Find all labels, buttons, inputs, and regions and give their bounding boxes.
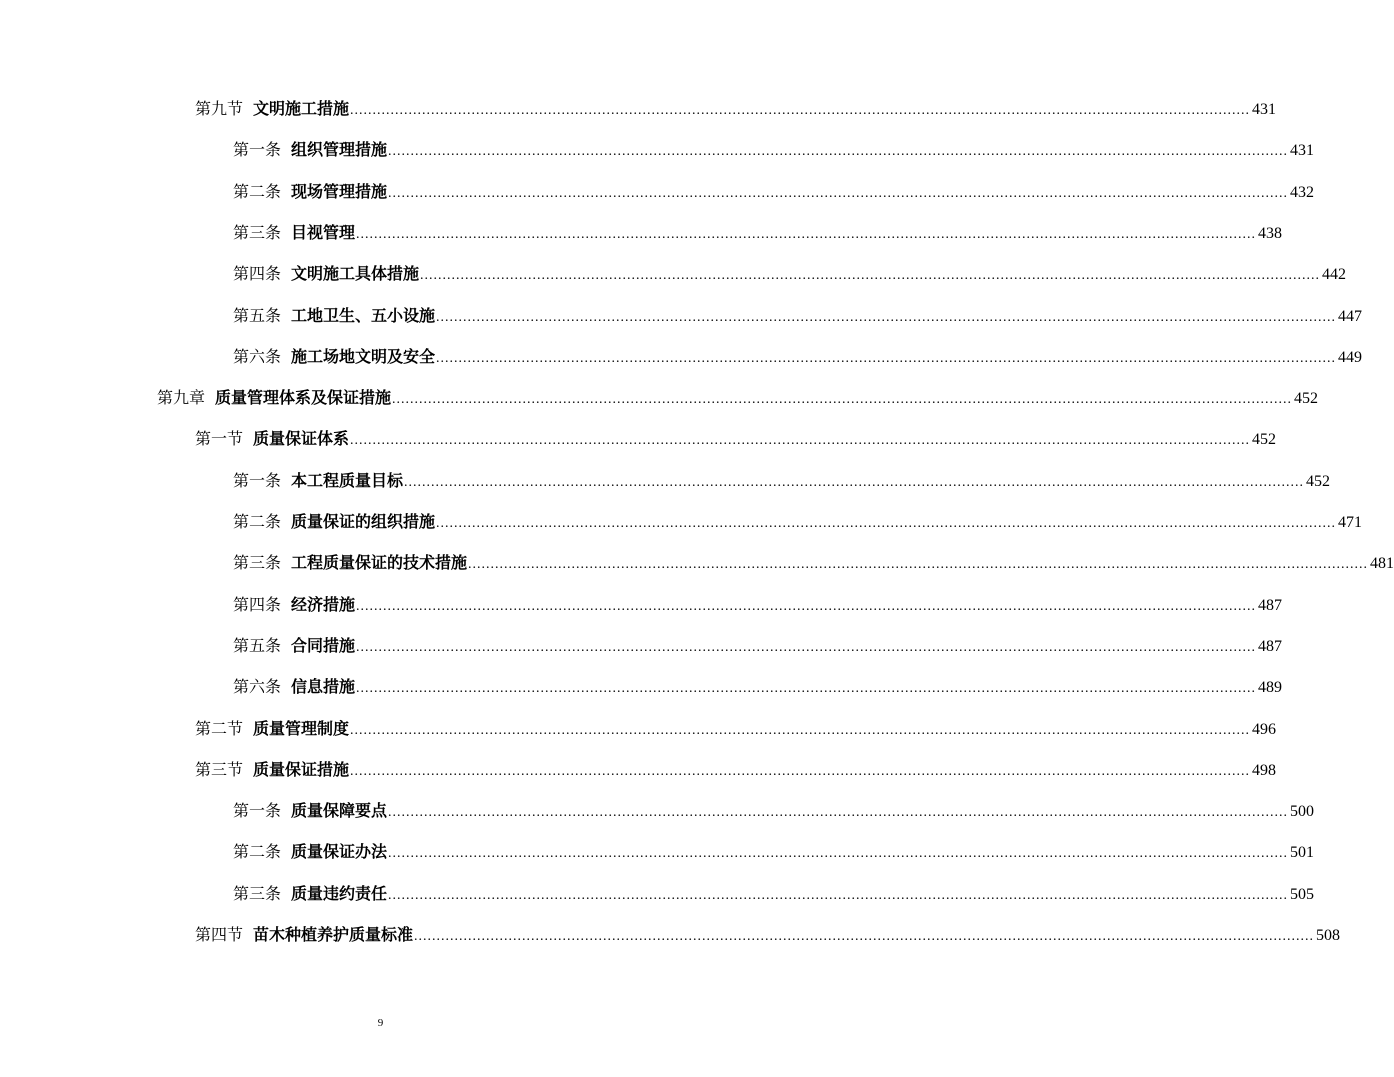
toc-entry-page-number: 489 xyxy=(1258,679,1283,697)
toc-entry-title: 质量保证体系 xyxy=(253,429,350,449)
toc-entry-page-number: 438 xyxy=(1258,224,1283,242)
toc-entry-prefix: 第六条 xyxy=(233,677,282,697)
toc-entry-title: 工程质量保证的技术措施 xyxy=(291,553,468,573)
toc-entry-title: 苗木种植养护质量标准 xyxy=(253,925,414,944)
toc-entry-title: 质量保证措施 xyxy=(253,759,350,779)
toc-entry-prefix: 第四条 xyxy=(233,264,282,284)
toc-entry-page-number: 487 xyxy=(1258,596,1283,614)
toc-entry-title: 质量保证办法 xyxy=(291,842,388,862)
toc-entry-prefix: 第二条 xyxy=(233,842,282,862)
toc-entry-leader-dots: ........................................................................................................................................................................................................ xyxy=(388,185,1289,201)
toc-entry-prefix: 第四节 xyxy=(195,925,244,944)
toc-entry[interactable] xyxy=(233,135,1315,165)
toc-entry-title: 质量保证的组织措施 xyxy=(291,512,436,531)
toc-entry-prefix: 第二条 xyxy=(233,181,282,201)
toc-entry-leader-dots: ........................................................................................................................................................................................................ xyxy=(356,598,1257,614)
toc-entry[interactable] xyxy=(195,94,1277,124)
toc-entry-prefix: 第一条 xyxy=(233,140,282,160)
toc-entry[interactable] xyxy=(233,879,1315,909)
toc-entry-leader-dots: ........................................................................................................................................................................................................ xyxy=(468,557,1369,573)
toc-entry-page-number: 452 xyxy=(1252,431,1277,449)
toc-entry-leader-dots: ........................................................................................................................................................................................................ xyxy=(404,474,1305,490)
toc-entry[interactable] xyxy=(195,714,1277,744)
toc-entry[interactable] xyxy=(233,837,1315,867)
page-number: 9 xyxy=(377,1017,384,1029)
toc-entry-leader-dots: ........................................................................................................................................................................................................ xyxy=(350,433,1251,449)
toc-entry[interactable] xyxy=(195,755,1277,785)
toc-entry[interactable] xyxy=(233,259,1347,289)
toc-entry-title: 文明施工具体措施 xyxy=(291,264,420,284)
toc-entry[interactable] xyxy=(233,796,1315,826)
toc-entry-prefix: 第九章 xyxy=(157,388,206,408)
toc-entry[interactable] xyxy=(233,177,1315,207)
toc-entry-page-number: 431 xyxy=(1252,101,1277,118)
toc-entry-leader-dots: ........................................................................................................................................................................................................ xyxy=(436,350,1337,366)
toc-entry-page-number: 498 xyxy=(1252,761,1277,779)
toc-entry-title: 经济措施 xyxy=(291,594,356,614)
toc-entry-title: 施工场地文明及安全 xyxy=(291,346,436,366)
toc-entry[interactable] xyxy=(157,383,1319,413)
toc-entry-title: 本工程质量目标 xyxy=(291,470,404,490)
toc-entry-prefix: 第三条 xyxy=(233,222,282,242)
toc-entry-page-number: 452 xyxy=(1294,390,1319,408)
toc-entry-prefix: 第六条 xyxy=(233,346,282,366)
toc-entry-title: 信息措施 xyxy=(291,677,356,697)
toc-entry-prefix: 第九节 xyxy=(195,99,244,118)
toc-entry-leader-dots: ........................................................................................................................................................................................................ xyxy=(392,392,1293,408)
toc-entry-title: 合同措施 xyxy=(291,635,356,655)
toc-entry-title: 工地卫生、五小设施 xyxy=(291,305,436,325)
toc-entry-leader-dots: ........................................................................................................................................................................................................ xyxy=(436,309,1337,325)
toc-entry-leader-dots: ........................................................................................................................................................................................................ xyxy=(350,722,1251,738)
toc-entry-prefix: 第一节 xyxy=(195,429,244,449)
toc-entry-title: 质量保障要点 xyxy=(291,801,388,821)
toc-entry-prefix: 第二节 xyxy=(195,718,244,738)
toc-entry-title: 现场管理措施 xyxy=(291,181,388,201)
toc-entry-leader-dots: ........................................................................................................................................................................................................ xyxy=(356,639,1257,655)
toc-entry-page-number: 500 xyxy=(1290,803,1315,821)
toc-entry-leader-dots: ........................................................................................................................................................................................................ xyxy=(388,144,1289,160)
toc-entry-page-number: 431 xyxy=(1290,142,1315,160)
toc-entry-prefix: 第二条 xyxy=(233,512,282,531)
toc-entry[interactable] xyxy=(233,218,1283,248)
toc-entry[interactable] xyxy=(233,301,1363,331)
toc-entry-prefix: 第四条 xyxy=(233,594,282,614)
toc-entry-title: 组织管理措施 xyxy=(291,140,388,160)
toc-entry-leader-dots: ........................................................................................................................................................................................................ xyxy=(356,226,1257,242)
toc-entry[interactable] xyxy=(233,342,1363,372)
toc-entry-leader-dots: ........................................................................................................................................................................................................ xyxy=(388,887,1289,903)
toc-entry-prefix: 第三节 xyxy=(195,759,244,779)
toc-entry-page-number: 449 xyxy=(1338,348,1363,366)
toc-entry-title: 目视管理 xyxy=(291,222,356,242)
toc-entry-prefix: 第五条 xyxy=(233,635,282,655)
toc-entry-leader-dots: ........................................................................................................................................................................................................ xyxy=(388,846,1289,862)
toc-entry-prefix: 第一条 xyxy=(233,470,282,490)
toc-entry[interactable] xyxy=(233,466,1331,496)
toc-entry-prefix: 第五条 xyxy=(233,305,282,325)
toc-entry-page-number: 471 xyxy=(1338,514,1363,531)
toc-entry-prefix: 第三条 xyxy=(233,553,282,573)
toc-entry[interactable] xyxy=(233,548,1394,578)
toc-entry[interactable] xyxy=(233,507,1363,537)
toc-entry-page-number: 496 xyxy=(1252,720,1277,738)
toc-entry-page-number: 508 xyxy=(1316,927,1341,944)
toc-entry-page-number: 432 xyxy=(1290,183,1315,201)
toc-entry-page-number: 487 xyxy=(1258,637,1283,655)
toc-entry-page-number: 505 xyxy=(1290,885,1315,903)
toc-entry-page-number: 442 xyxy=(1322,266,1347,284)
toc-entry-leader-dots: ........................................................................................................................................................................................................ xyxy=(350,763,1251,779)
toc-entry-title: 质量管理体系及保证措施 xyxy=(215,388,392,408)
toc-entry-title: 质量管理制度 xyxy=(253,718,350,738)
toc-entry-leader-dots: ........................................................................................................................................................................................................ xyxy=(436,516,1337,531)
toc-entry[interactable] xyxy=(233,672,1283,702)
toc-entry-prefix: 第一条 xyxy=(233,801,282,821)
toc-entry-title: 文明施工措施 xyxy=(253,99,350,118)
toc-entry-title: 质量违约责任 xyxy=(291,883,388,903)
toc-entry-leader-dots: ........................................................................................................................................................................................................ xyxy=(388,805,1289,821)
toc-entry[interactable] xyxy=(195,920,1341,950)
toc-entry-leader-dots: ........................................................................................................................................................................................................ xyxy=(414,929,1315,944)
toc-entry[interactable] xyxy=(233,631,1283,661)
toc-entry-page-number: 481 xyxy=(1370,555,1394,573)
toc-entry[interactable] xyxy=(233,590,1283,620)
toc-entry-page-number: 501 xyxy=(1290,844,1315,862)
toc-entry-page-number: 452 xyxy=(1306,472,1331,490)
toc-entry[interactable] xyxy=(195,424,1277,454)
toc-entry-page-number: 447 xyxy=(1338,307,1363,325)
toc-entry-leader-dots: ........................................................................................................................................................................................................ xyxy=(420,268,1321,284)
toc-entry-leader-dots: ........................................................................................................................................................................................................ xyxy=(350,103,1251,118)
toc-entry-leader-dots: ........................................................................................................................................................................................................ xyxy=(356,681,1257,697)
toc-entry-prefix: 第三条 xyxy=(233,883,282,903)
